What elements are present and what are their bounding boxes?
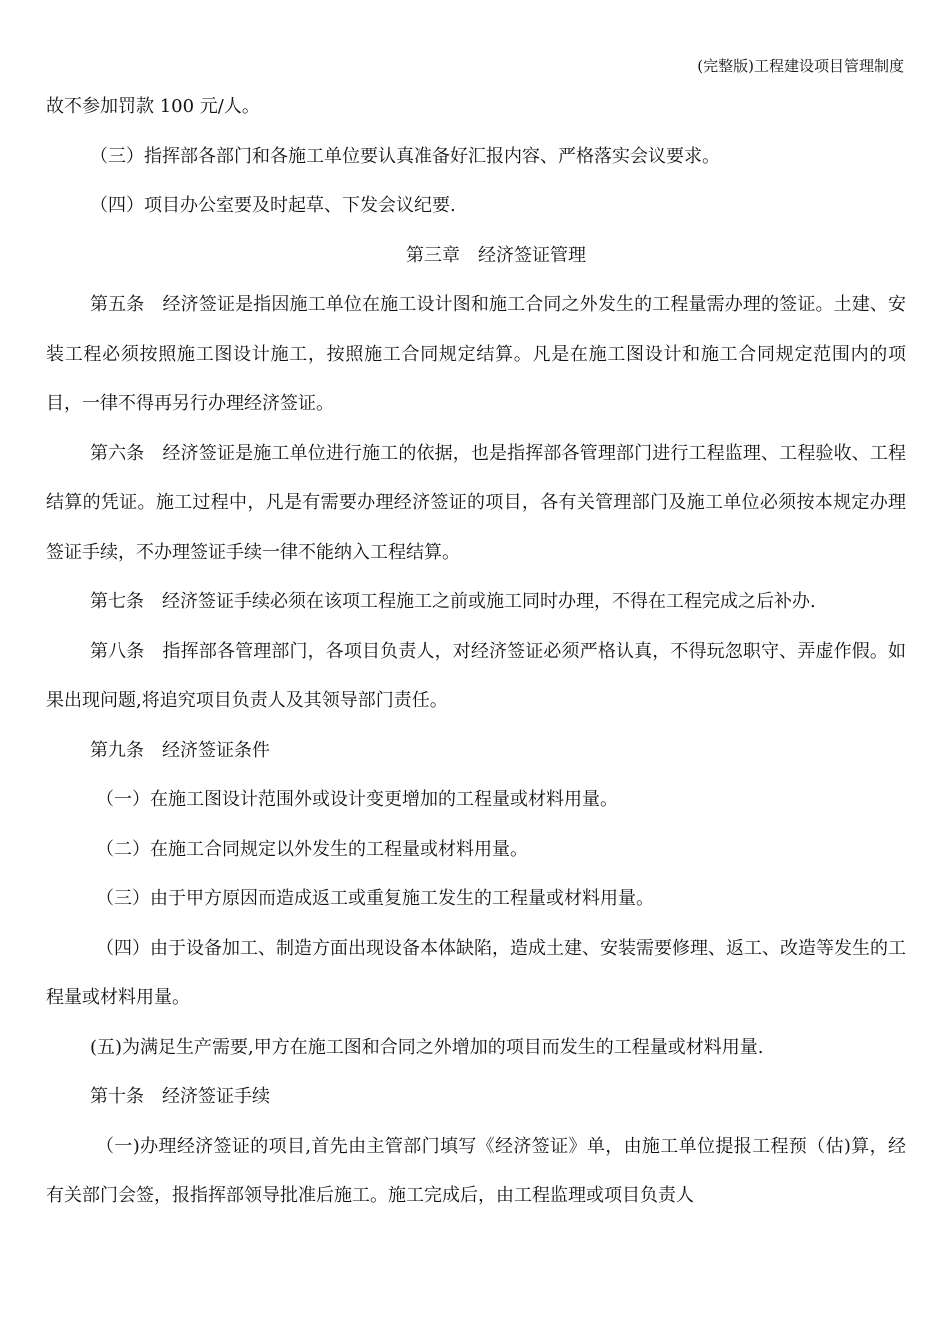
article-9-heading: 第九条 经济签证条件	[90, 739, 270, 761]
article-8: 第八条 指挥部各管理部门，各项目负责人，对经济签证必须严格认真，不得玩忽职守、弄虚作假。如果出现问题,将追究项目负责人及其领导部门责任。	[46, 640, 906, 711]
condition-2: （二）在施工合同规定以外发生的工程量或材料用量。	[96, 838, 528, 860]
condition-3: （三）由于甲方原因而造成返工或重复施工发生的工程量或材料用量。	[96, 888, 654, 909]
condition-4: （四）由于设备加工、制造方面出现设备本体缺陷，造成土建、安装需要修理、返工、改造等发生的工程量或材料用量。	[46, 937, 906, 1008]
chapter-title: 第三章 经济签证管理	[406, 244, 586, 266]
paragraph-item-3: （三）指挥部各部门和各施工单位要认真准备好汇报内容、严格落实会议要求。	[90, 145, 720, 167]
article-10-heading: 第十条 经济签证手续	[90, 1086, 270, 1107]
procedure-1: （一)办理经济签证的项目,首先由主管部门填写《经济签证》单，由施工单位提报工程预（估)算，经有关部门会签，报指挥部领导批准后施工。施工完成后，由工程监理或项目负责人	[46, 1135, 906, 1206]
paragraph-penalty: 故不参加罚款 100 元/人。	[46, 96, 260, 117]
paragraph-item-4: （四）项目办公室要及时起草、下发会议纪要.	[90, 195, 456, 216]
article-5: 第五条 经济签证是指因施工单位在施工设计图和施工合同之外发生的工程量需办理的签证。土建、安装工程必须按照施工图设计施工，按照施工合同规定结算。凡是在施工图设计和施工合同规定范围内的项目，一律不得再另行办理经济签证。	[46, 294, 906, 414]
condition-1: （一）在施工图设计范围外或设计变更增加的工程量或材料用量。	[96, 789, 618, 810]
article-6: 第六条 经济签证是施工单位进行施工的依据，也是指挥部各管理部门进行工程监理、工程验收、工程结算的凭证。施工过程中，凡是有需要办理经济签证的项目，各有关管理部门及施工单位必须按本规定办理签证手续，不办理签证手续一律不能纳入工程结算。	[46, 442, 906, 563]
document-header: (完整版)工程建设项目管理制度	[697, 57, 904, 75]
article-7: 第七条 经济签证手续必须在该项工程施工之前或施工同时办理，不得在工程完成之后补办.	[90, 591, 816, 612]
condition-5: (五)为满足生产需要,甲方在施工图和合同之外增加的项目而发生的工程量或材料用量.	[90, 1036, 764, 1058]
document-body	[46, 82, 906, 1221]
